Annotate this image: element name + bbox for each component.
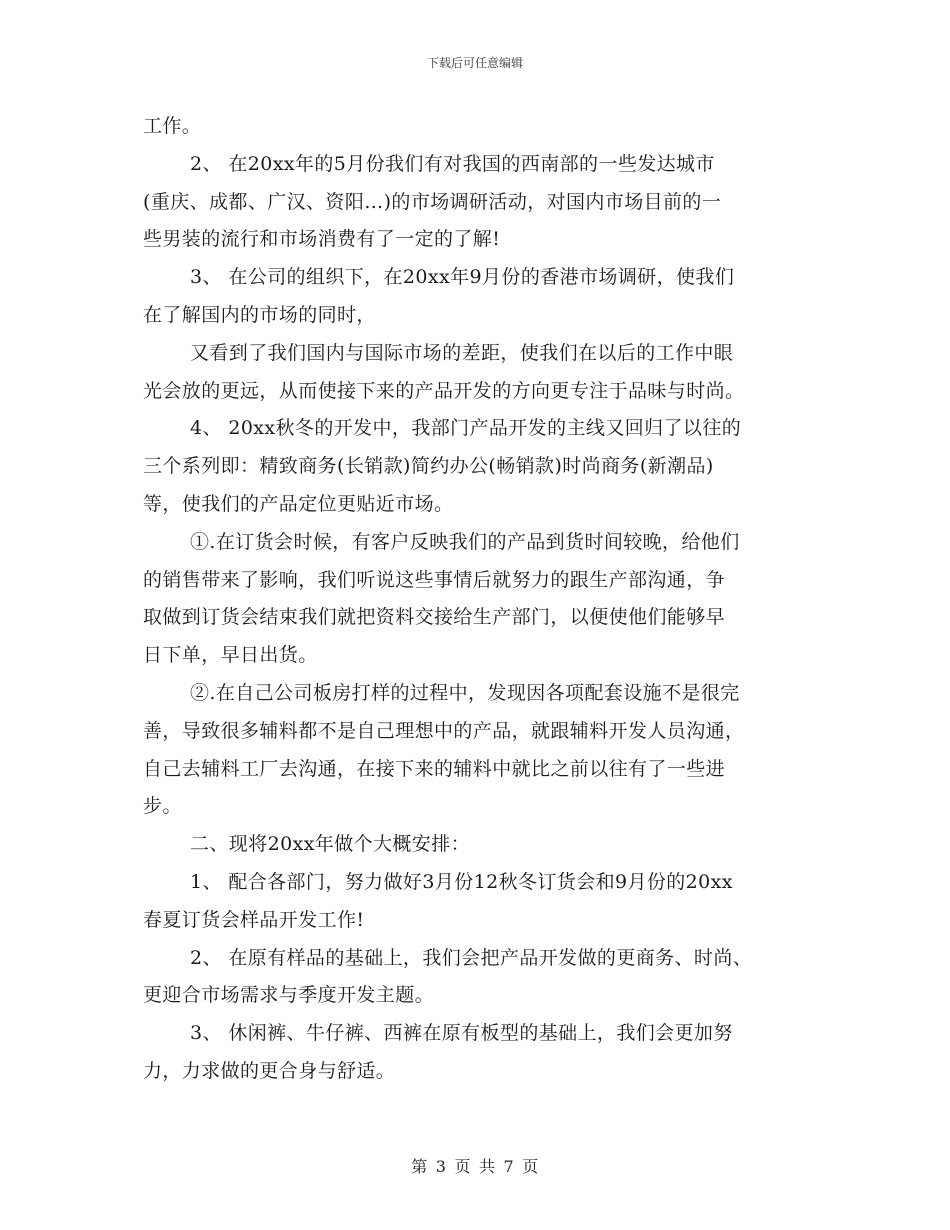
paragraph xyxy=(143,1015,823,1091)
paragraph xyxy=(143,108,823,146)
paragraph xyxy=(143,675,823,826)
total-prefix: 共 xyxy=(479,1157,496,1176)
text-line: 又看到了我们国内与国际市场的差距，使我们在以后的工作中眼 xyxy=(190,341,734,364)
text-line: ②.在自己公司板房打样的过程中，发现因各项配套设施不是很完 xyxy=(190,681,740,704)
text-line: 自己去辅料工厂去沟通，在接下来的辅料中就比之前以往有了一些进 xyxy=(143,757,726,780)
current-page-number: 3 xyxy=(435,1157,447,1176)
text-line: 1、 配合各部门，努力做好3月份12秋冬订货会和9月份的20xx xyxy=(190,870,733,893)
text-line: 取做到订货会结束我们就把资料交接给生产部门，以便使他们能够早 xyxy=(143,606,726,629)
text-line: 光会放的更远，从而使接下来的产品开发的方向更专注于品味与时尚。 xyxy=(143,379,745,402)
text-line: 等，使我们的产品定位更贴近市场。 xyxy=(143,492,454,515)
text-line: 在了解国内的市场的同时， xyxy=(143,303,376,326)
text-line: 日下单，早日出货。 xyxy=(143,644,318,667)
paragraph xyxy=(143,864,823,940)
text-line: 的销售带来了影响，我们听说这些事情后就努力的跟生产部沟通，争 xyxy=(143,568,726,591)
page-prefix: 第 xyxy=(411,1157,428,1176)
text-line: 春夏订货会样品开发工作! xyxy=(143,908,365,931)
text-line: 三个系列即：精致商务(长销款)简约办公(畅销款)时尚商务(新潮品) xyxy=(143,455,714,478)
paragraph xyxy=(143,940,823,1016)
text-line: 3、 在公司的组织下，在20xx年9月份的香港市场调研，使我们 xyxy=(190,266,735,289)
paragraph xyxy=(143,410,823,523)
paragraph xyxy=(143,524,823,675)
page-footer xyxy=(0,1154,950,1177)
text-line: 些男装的流行和市场消费有了一定的了解! xyxy=(143,228,501,251)
text-line: 2、 在原有样品的基础上，我们会把产品开发做的更商务、时尚、 xyxy=(190,946,753,969)
text-line: 力，力求做的更合身与舒适。 xyxy=(143,1059,396,1082)
text-line: 更迎合市场需求与季度开发主题。 xyxy=(143,984,435,1007)
text-line: 善，导致很多辅料都不是自己理想中的产品，就跟辅料开发人员沟通， xyxy=(143,719,745,742)
paragraph xyxy=(143,335,823,411)
total-pages-number: 7 xyxy=(503,1157,515,1176)
paragraph xyxy=(143,259,823,335)
page-mid: 页 xyxy=(454,1157,471,1176)
text-line: 二、现将20xx年做个大概安排： xyxy=(190,833,471,856)
text-line: ①.在订货会时候，有客户反映我们的产品到货时间较晚，给他们 xyxy=(190,530,740,553)
text-line: 4、 20xx秋冬的开发中，我部门产品开发的主线又回归了以往的 xyxy=(190,417,742,440)
page-header: 下载后可任意编辑 xyxy=(426,56,523,70)
text-line: 步。 xyxy=(143,795,182,818)
section-heading xyxy=(143,826,823,864)
text-line: 2、 在20xx年的5月份我们有对我国的西南部的一些发达城市 xyxy=(190,152,715,175)
document-body xyxy=(143,108,823,1091)
text-line: (重庆、成都、广汉、资阳…)的市场调研活动，对国内市场目前的一 xyxy=(143,190,722,213)
text-line: 3、 休闲裤、牛仔裤、西裤在原有板型的基础上，我们会更加努 xyxy=(190,1022,733,1045)
text-line: 工作。 xyxy=(143,115,202,137)
total-suffix: 页 xyxy=(522,1157,539,1176)
paragraph xyxy=(143,146,823,259)
